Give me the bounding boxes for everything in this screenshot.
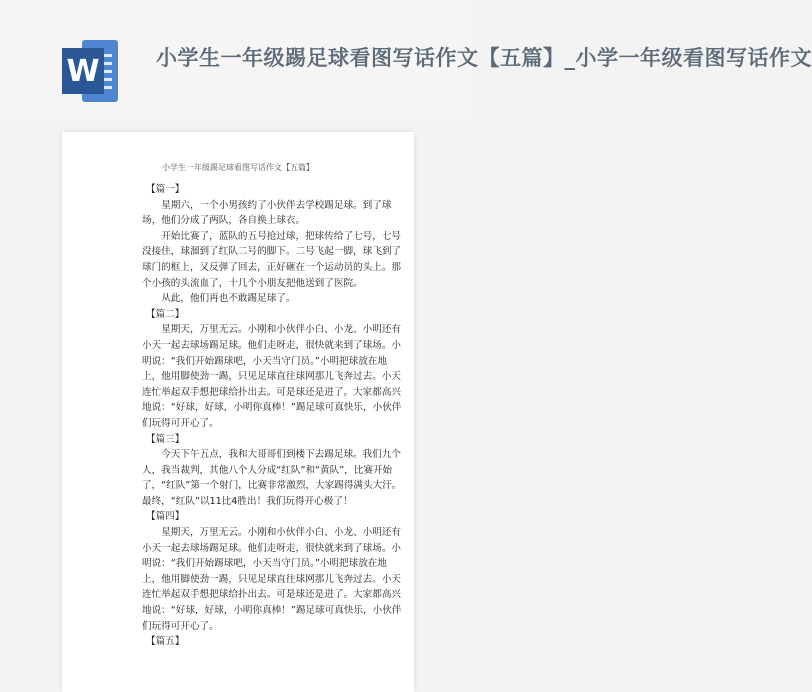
paragraph: 星期天，万里无云。小刚和小伙伴小白、小龙、小明还有小天一起去球场踢足球。他们走呀走，很快就来到了球场。小明说：“我们开始踢球吧，小天当守门员。”小明把球放在地上，他用脚使劲一踢，只见足球直往球网那儿飞奔过去。小天连忙举起双手想把球给扑出去。可是球还是进了。大家都高兴地说：“好球，好球，小明你真棒！”踢足球可真快乐，小伙伴们玩得可开心了。 — [142, 527, 402, 632]
document-running-header: 小学生一年级踢足球看图写话作文【五篇】 — [162, 163, 314, 172]
paragraph: 今天下午五点，我和大哥哥们到楼下去踢足球。我们九个人，我当裁判，其他八个人分成“红队”和“黄队”，比赛开始了，“红队”第一个射门，比赛非常激烈，大家踢得满头大汗。最终，“红队”以11比4胜出！我们玩得开心极了！ — [142, 449, 402, 507]
section-label: 【篇五】 — [146, 636, 185, 648]
paragraph: 星期天，万里无云。小刚和小伙伴小白、小龙、小明还有小天一起去球场踢足球。他们走呀走，很快就来到了球场。小明说：“我们开始踢球吧，小天当守门员。”小明把球放在地上，他用脚使劲一踢，只见足球直往球网那儿飞奔过去。小天连忙举起双手想把球给扑出去。可是球还是进了。大家都高兴地说：“好球，好球，小明你真棒！”踢足球可真快乐，小伙伴们玩得可开心了。 — [142, 324, 402, 429]
page-title: 小学生一年级踢足球看图写话作文【五篇】_小学一年级看图写话作文 — [156, 46, 812, 70]
word-badge: W — [62, 48, 104, 94]
section-label: 【篇二】 — [146, 308, 185, 320]
paragraph: 从此，他们再也不敢踢足球了。 — [161, 293, 296, 305]
document-page — [62, 132, 414, 692]
document-body — [142, 182, 404, 650]
section-label: 【篇三】 — [146, 433, 185, 445]
paragraph: 星期六，一个小男孩约了小伙伴去学校踢足球。到了球场，他们分成了两队，各自换上球衣。 — [142, 199, 392, 227]
word-document-icon — [62, 40, 118, 102]
paragraph: 开始比赛了，蓝队的五号抢过球，把球传给了七号，七号没接住，球溜到了红队二号的脚下。二号飞起一脚，球飞到了球门的框上，又反弹了回去，正好砸在一个运动员的头上。那个小孩的头流血了，十几个小朋友把他送到了医院。 — [142, 230, 402, 289]
section-label: 【篇一】 — [146, 184, 185, 195]
section-label: 【篇四】 — [146, 511, 185, 523]
